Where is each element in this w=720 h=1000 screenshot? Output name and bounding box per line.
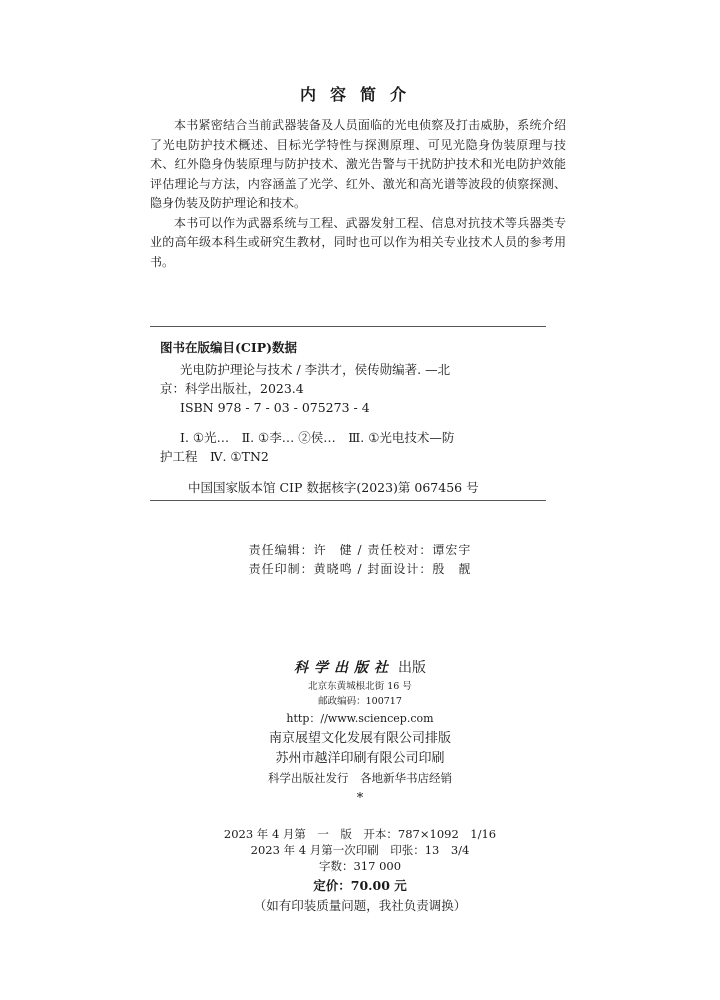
edition-line: 2023 年 4 月第 一 版 开本：787×1092 1/16 [223,827,497,841]
publication-specs [0,826,720,916]
cip-subjects-line-1: Ⅰ. ①光… Ⅱ. ①李… ②侯… Ⅲ. ①光电技术—防 [180,430,455,445]
cip-isbn: ISBN 978 - 7 - 03 - 075273 - 4 [180,400,370,415]
publisher-logo-name: 科学出版社 [294,660,394,676]
editor-credits-line-1: 责任编辑：许 健 / 责任校对：谭宏宇 [248,543,472,557]
cip-subjects-line-2: 护工程 Ⅳ. ①TN2 [160,449,269,464]
cip-subjects [160,428,546,466]
word-count: 字数：317 000 [318,859,402,873]
publisher-postcode: 邮政编码：100717 [318,696,402,707]
cip-record [160,360,546,417]
page-title: 内容简介 [299,85,420,104]
publisher-url: http：//www.sciencep.com [286,712,434,725]
publisher-block [0,656,720,806]
cip-bottom-rule [150,500,546,501]
publisher-suffix: 出版 [398,660,426,676]
editor-credits-line-2: 责任印制：黄晓鸣 / 封面设计：殷 靓 [248,562,472,576]
typesetter: 南京展望文化发展有限公司排版 [268,731,451,746]
intro-paragraph-2: 本书可以作为武器系统与工程、武器发射工程、信息对抗技术等兵器类专业的高年级本科生或研究生教材，同时也可以作为相关专业技术人员的参考用书。 [150,215,566,269]
editor-credits [0,541,720,579]
printer: 苏州市越洋印刷有限公司印刷 [275,751,445,766]
introduction [150,116,566,272]
cip-top-rule [150,326,546,327]
printing-line: 2023 年 4 月第一次印刷 印张：13 3/4 [250,843,470,857]
publisher-name-line [0,656,720,679]
cip-number: 中国国家版本馆 CIP 数据核字(2023)第 067456 号 [188,480,479,495]
quality-notice: （如有印装质量问题，我社负责调换） [253,898,467,913]
distribution: 科学出版社发行 各地新华书店经销 [268,771,452,785]
intro-paragraph-1: 本书紧密结合当前武器装备及人员面临的光电侦察及打击威胁，系统介绍了光电防护技术概述、目标光学特性与探测原理、可见光隐身伪装原理与技术、红外隐身伪装原理与防护技术、激光告警与干扰防护技术和光电防护效能评估理论与方法，内容涵盖了光学、红外、激光和高光谱等波段的侦察探测、隐身伪装及防护理论和技术。 [150,118,566,210]
separator-star: * [356,791,364,806]
cip-heading: 图书在版编目(CIP)数据 [160,340,298,355]
cip-record-line-1: 光电防护理论与技术 / 李洪才，侯传勋编著. —北 [180,362,451,377]
publisher-address: 北京东黄城根北街 16 号 [308,681,412,692]
price: 定价：70.00 元 [313,878,407,893]
cip-record-line-2: 京：科学出版社，2023.4 [160,381,304,396]
